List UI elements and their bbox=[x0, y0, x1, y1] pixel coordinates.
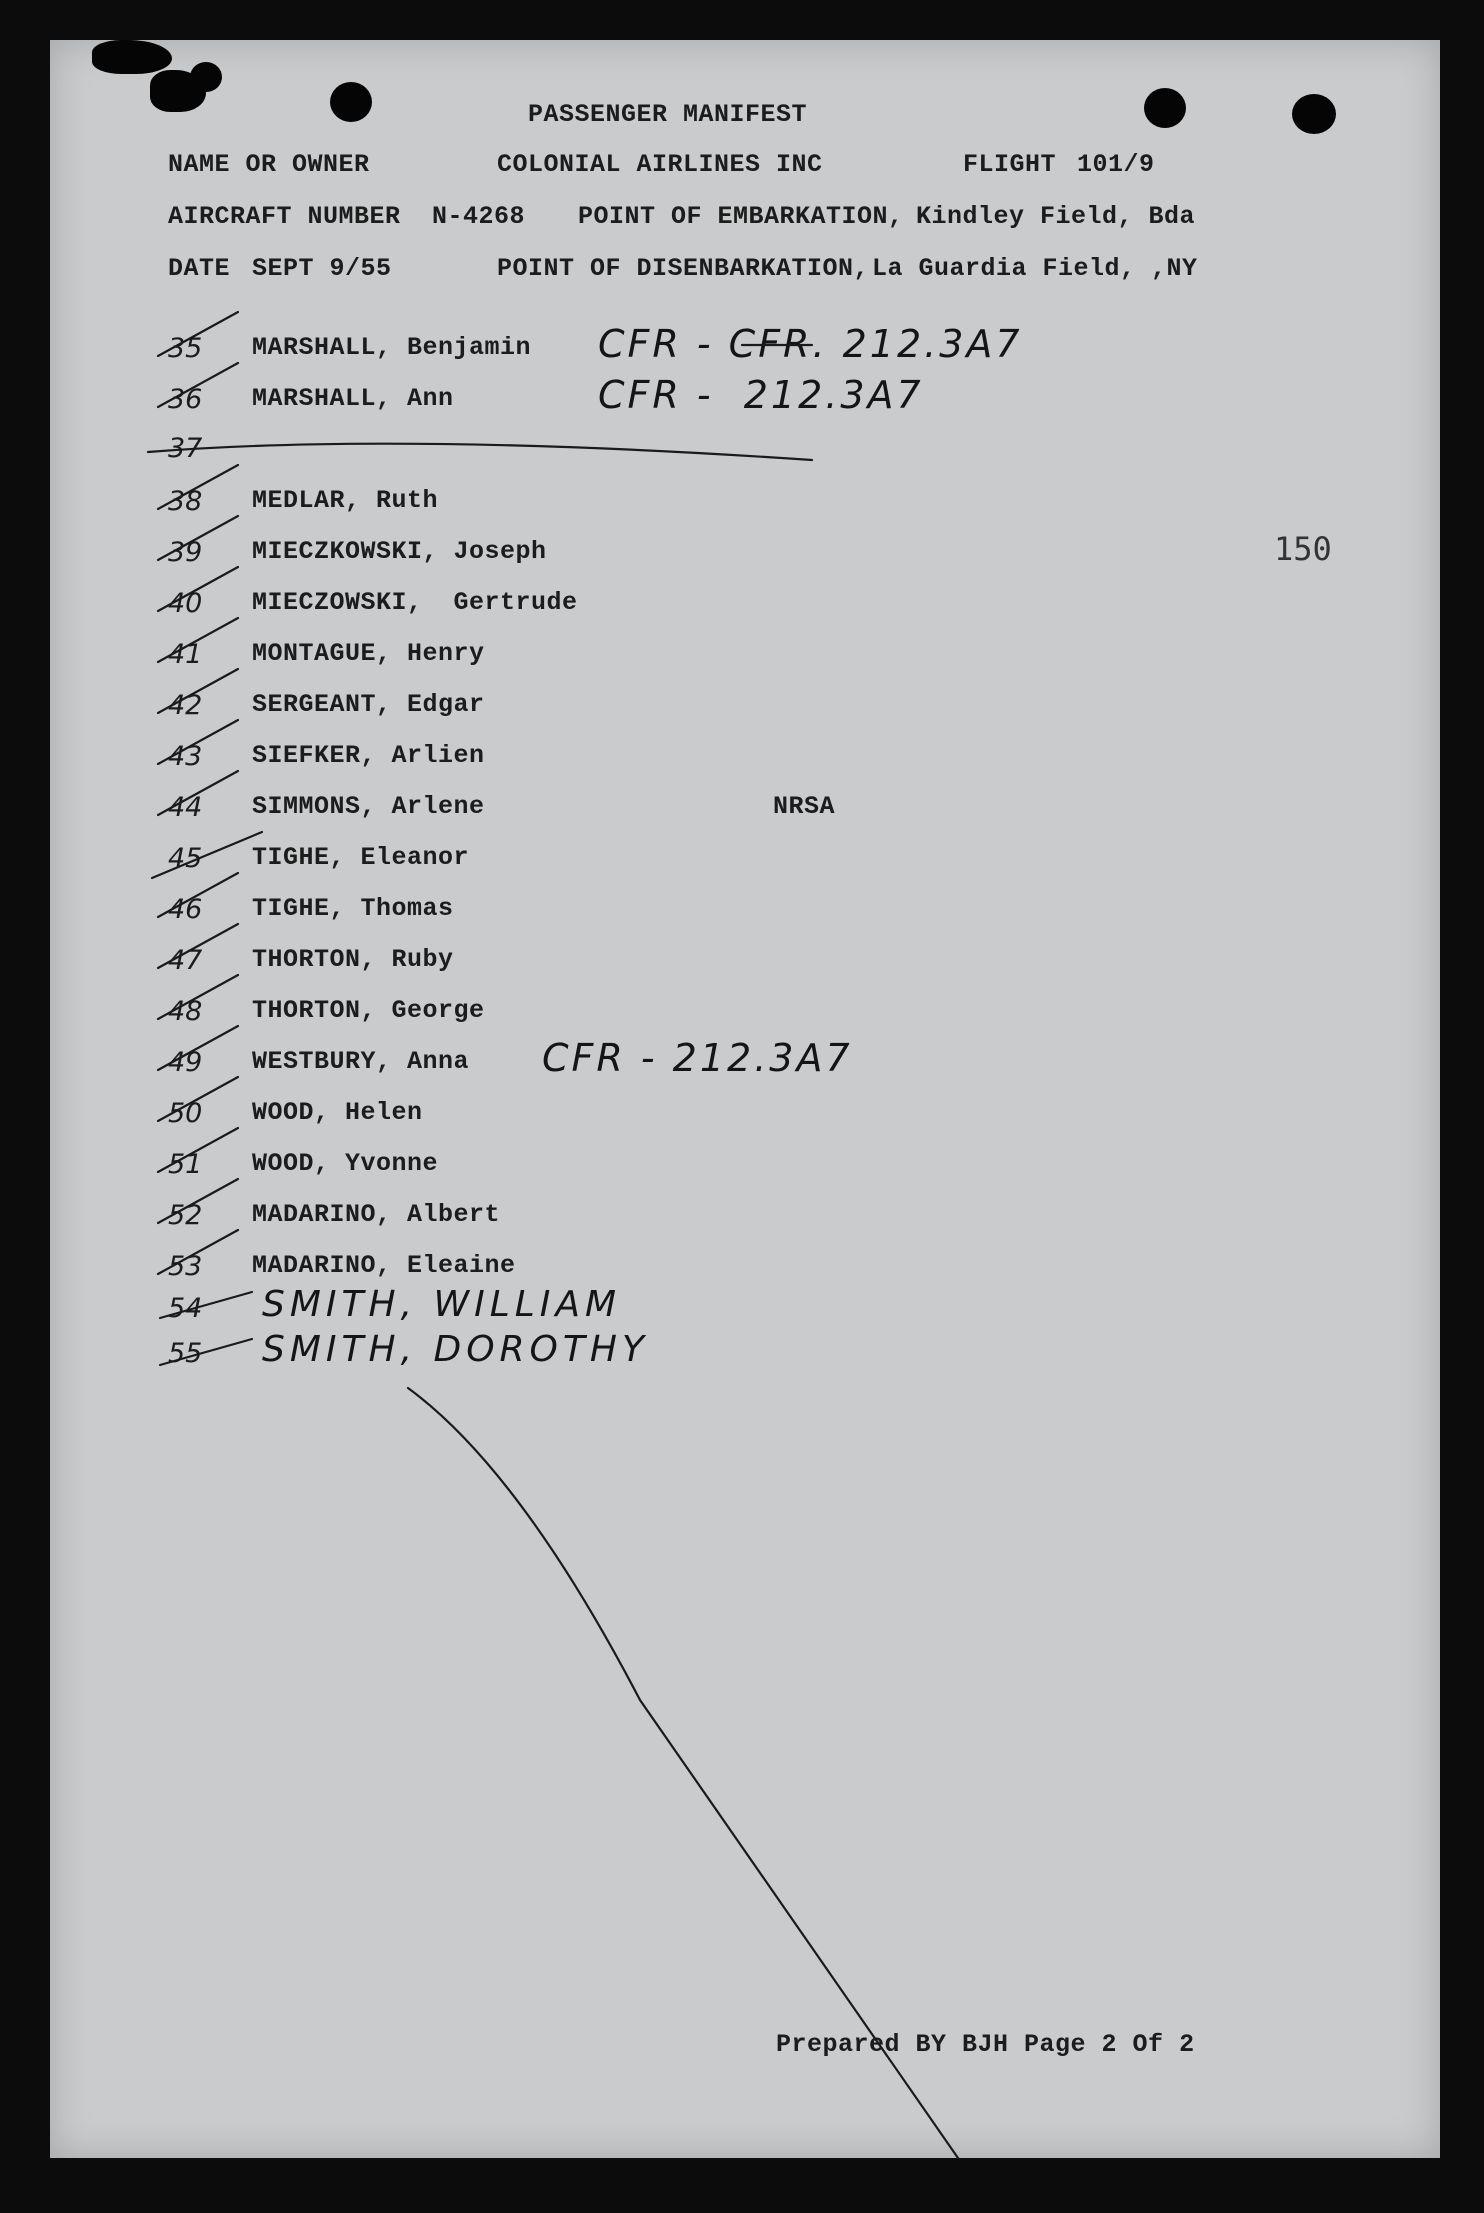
passenger-note: CFR - CFR. 212.3A7 bbox=[598, 322, 1023, 366]
tick-mark bbox=[158, 873, 238, 917]
disembark-label: POINT OF DISENBARKATION, bbox=[497, 254, 870, 283]
passenger-name: MADARINO, Albert bbox=[252, 1200, 501, 1229]
tick-mark bbox=[158, 465, 238, 509]
passenger-number: 44 bbox=[168, 792, 203, 823]
manifest-title: PASSENGER MANIFEST bbox=[528, 100, 808, 129]
passenger-note: CFR - 212.3A7 bbox=[542, 1036, 853, 1080]
passenger-name: MARSHALL, Benjamin bbox=[252, 333, 532, 362]
passenger-number: 50 bbox=[168, 1098, 203, 1129]
passenger-number: 51 bbox=[168, 1149, 203, 1180]
strike-line bbox=[148, 444, 812, 460]
tick-mark bbox=[158, 1179, 238, 1223]
owner-value: COLONIAL AIRLINES INC bbox=[497, 150, 823, 179]
tick-mark bbox=[158, 975, 238, 1019]
passenger-number: 39 bbox=[168, 537, 203, 568]
disembark-value: La Guardia Field, ,NY bbox=[872, 254, 1198, 283]
tick-mark bbox=[158, 312, 238, 356]
prepared-by-footer: Prepared BY BJH Page 2 Of 2 bbox=[776, 2030, 1195, 2059]
passenger-name: MEDLAR, Ruth bbox=[252, 486, 439, 515]
passenger-name: TIGHE, Eleanor bbox=[252, 843, 470, 872]
tick-mark bbox=[160, 1292, 252, 1318]
passenger-name: SIEFKER, Arlien bbox=[252, 741, 485, 770]
passenger-name: WESTBURY, Anna bbox=[252, 1047, 470, 1076]
passenger-name: MONTAGUE, Henry bbox=[252, 639, 485, 668]
passenger-note: CFR - 212.3A7 bbox=[598, 373, 924, 417]
passenger-number: 53 bbox=[168, 1251, 203, 1282]
passenger-number: 35 bbox=[168, 333, 203, 364]
passenger-name: WOOD, Helen bbox=[252, 1098, 423, 1127]
tick-mark bbox=[158, 720, 238, 764]
passenger-number: 52 bbox=[168, 1200, 203, 1231]
embark-value: Kindley Field, Bda bbox=[916, 202, 1196, 231]
passenger-number: 48 bbox=[168, 996, 203, 1027]
passenger-name: SERGEANT, Edgar bbox=[252, 690, 485, 719]
tick-mark bbox=[158, 1128, 238, 1172]
passenger-number: 36 bbox=[168, 384, 203, 415]
passenger-number: 49 bbox=[168, 1047, 203, 1078]
passenger-name: MADARINO, Eleaine bbox=[252, 1251, 516, 1280]
tick-mark bbox=[158, 516, 238, 560]
passenger-number: 54 bbox=[168, 1293, 203, 1324]
tick-mark bbox=[158, 1026, 238, 1070]
passenger-name-handwritten: SMITH, DOROTHY bbox=[262, 1329, 649, 1370]
passenger-name: SIMMONS, Arlene bbox=[252, 792, 485, 821]
passenger-name: TIGHE, Thomas bbox=[252, 894, 454, 923]
passenger-name: MARSHALL, Ann bbox=[252, 384, 454, 413]
tick-mark bbox=[152, 832, 262, 878]
passenger-note: NRSA bbox=[773, 792, 836, 821]
embark-label: POINT OF EMBARKATION, bbox=[578, 202, 904, 231]
tick-mark bbox=[158, 1077, 238, 1121]
passenger-name: MIECZKOWSKI, Joseph bbox=[252, 537, 547, 566]
passenger-number: 47 bbox=[168, 945, 203, 976]
flight-label: FLIGHT bbox=[963, 150, 1057, 179]
passenger-number: 43 bbox=[168, 741, 203, 772]
tick-mark bbox=[158, 363, 238, 407]
passenger-number: 40 bbox=[168, 588, 203, 619]
owner-label: NAME OR OWNER bbox=[168, 150, 370, 179]
tick-mark bbox=[160, 1339, 252, 1365]
tick-mark bbox=[158, 618, 238, 662]
aircraft-value: N-4268 bbox=[432, 202, 526, 231]
tick-mark bbox=[158, 924, 238, 968]
flight-value: 101/9 bbox=[1077, 150, 1155, 179]
date-label: DATE bbox=[168, 254, 231, 283]
tick-mark bbox=[158, 771, 238, 815]
diagonal-pen-line bbox=[408, 1388, 958, 2158]
tick-mark bbox=[158, 1230, 238, 1274]
aircraft-label: AIRCRAFT NUMBER bbox=[168, 202, 401, 231]
passenger-number: 55 bbox=[168, 1338, 203, 1369]
passenger-number: 37 bbox=[168, 433, 203, 464]
page-number-stamp: 150 bbox=[1274, 530, 1332, 568]
passenger-name: THORTON, George bbox=[252, 996, 485, 1025]
passenger-number: 42 bbox=[168, 690, 203, 721]
passenger-number: 46 bbox=[168, 894, 203, 925]
passenger-name: WOOD, Yvonne bbox=[252, 1149, 439, 1178]
passenger-number: 41 bbox=[168, 639, 203, 670]
passenger-name: MIECZOWSKI, Gertrude bbox=[252, 588, 578, 617]
passenger-name-handwritten: SMITH, WILLIAM bbox=[262, 1284, 622, 1325]
passenger-number: 38 bbox=[168, 486, 203, 517]
tick-mark bbox=[158, 669, 238, 713]
tick-mark bbox=[158, 567, 238, 611]
passenger-number: 45 bbox=[168, 843, 203, 874]
date-value: SEPT 9/55 bbox=[252, 254, 392, 283]
passenger-name: THORTON, Ruby bbox=[252, 945, 454, 974]
